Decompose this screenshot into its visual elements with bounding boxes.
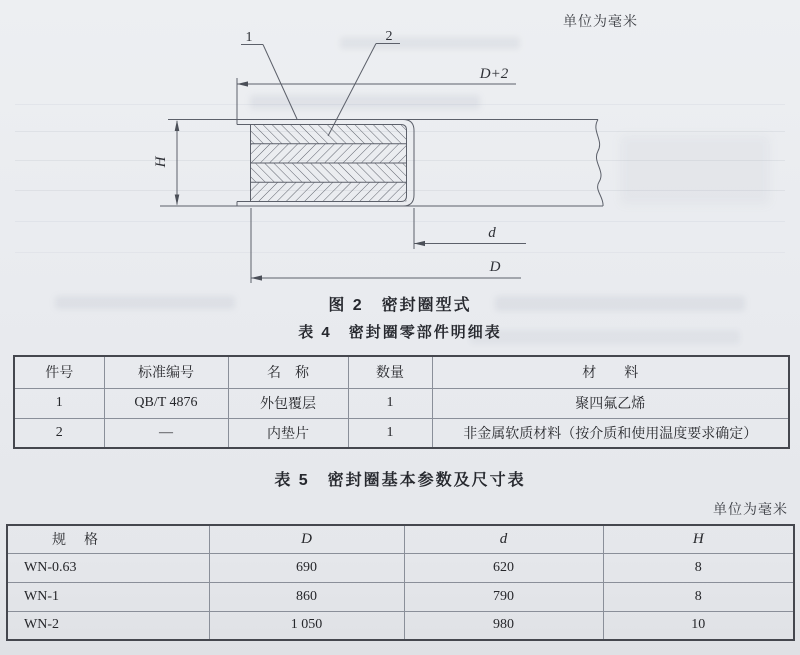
table-row bbox=[7, 611, 794, 640]
hatch-band bbox=[251, 182, 407, 201]
column-header: 材 料 bbox=[432, 356, 789, 388]
table-cell: WN-0.63 bbox=[7, 553, 209, 582]
column-header: 数量 bbox=[348, 356, 432, 388]
table-cell: 980 bbox=[404, 611, 603, 640]
table-cell: 外包覆层 bbox=[228, 388, 348, 418]
dimension-h bbox=[153, 120, 179, 206]
column-header: 标准编号 bbox=[104, 356, 228, 388]
table-row bbox=[14, 388, 789, 418]
table-cell: 1 bbox=[14, 388, 104, 418]
svg-text:1: 1 bbox=[245, 30, 253, 45]
table-cell: 8 bbox=[603, 553, 794, 582]
hatch-band bbox=[251, 144, 407, 163]
table-header-row bbox=[7, 525, 794, 553]
table-dimensions bbox=[6, 524, 795, 641]
column-header: d bbox=[404, 525, 603, 553]
hatch-band bbox=[251, 163, 407, 182]
table-cell: 2 bbox=[14, 418, 104, 448]
column-header: D bbox=[209, 525, 404, 553]
table-row bbox=[7, 582, 794, 611]
table5-caption: 表 5 密封圈基本参数及尺寸表 bbox=[274, 472, 526, 489]
table-parts-list bbox=[13, 355, 790, 449]
column-header: H bbox=[603, 525, 794, 553]
svg-text:2: 2 bbox=[385, 29, 393, 44]
table5-unit-note: 单位为毫米 bbox=[713, 501, 788, 517]
break-line bbox=[596, 120, 603, 207]
part-label-1 bbox=[241, 30, 297, 119]
table4-caption: 表 4 密封圈零部件明细表 bbox=[298, 324, 502, 341]
table-cell: 10 bbox=[603, 611, 794, 640]
svg-text:D: D bbox=[489, 259, 501, 275]
column-header: 件号 bbox=[14, 356, 104, 388]
leader-line-2 bbox=[328, 44, 376, 137]
dimension-outer-d bbox=[251, 208, 521, 283]
table-cell: 非金属软质材料（按介质和使用温度要求确定） bbox=[432, 418, 789, 448]
dimension-d-plus-2 bbox=[237, 66, 516, 119]
table-cell: WN-2 bbox=[7, 611, 209, 640]
leader-line-1 bbox=[263, 45, 297, 120]
table-row bbox=[14, 418, 789, 448]
table-cell: 1 050 bbox=[209, 611, 404, 640]
table-cell: 790 bbox=[404, 582, 603, 611]
table-cell: 8 bbox=[603, 582, 794, 611]
table-cell: 690 bbox=[209, 553, 404, 582]
svg-text:D+2: D+2 bbox=[479, 66, 509, 82]
table-header-row bbox=[14, 356, 789, 388]
table-cell: 1 bbox=[348, 388, 432, 418]
table-cell: 聚四氟乙烯 bbox=[432, 388, 789, 418]
table-row bbox=[7, 553, 794, 582]
column-header: 规 格 bbox=[7, 525, 209, 553]
figure-unit-note: 单位为毫米 bbox=[563, 13, 638, 29]
table-cell: WN-1 bbox=[7, 582, 209, 611]
table-cell: 内垫片 bbox=[228, 418, 348, 448]
table-cell: 620 bbox=[404, 553, 603, 582]
table-cell: 1 bbox=[348, 418, 432, 448]
column-header: 名 称 bbox=[228, 356, 348, 388]
figure-caption: 图 2 密封圈型式 bbox=[328, 297, 472, 314]
svg-text:H: H bbox=[153, 156, 169, 168]
dimension-d bbox=[414, 208, 526, 249]
figure-seal-cross-section bbox=[0, 0, 660, 300]
table-cell: — bbox=[104, 418, 228, 448]
svg-text:d: d bbox=[488, 225, 496, 241]
table-cell: 860 bbox=[209, 582, 404, 611]
table-cell: QB/T 4876 bbox=[104, 388, 228, 418]
